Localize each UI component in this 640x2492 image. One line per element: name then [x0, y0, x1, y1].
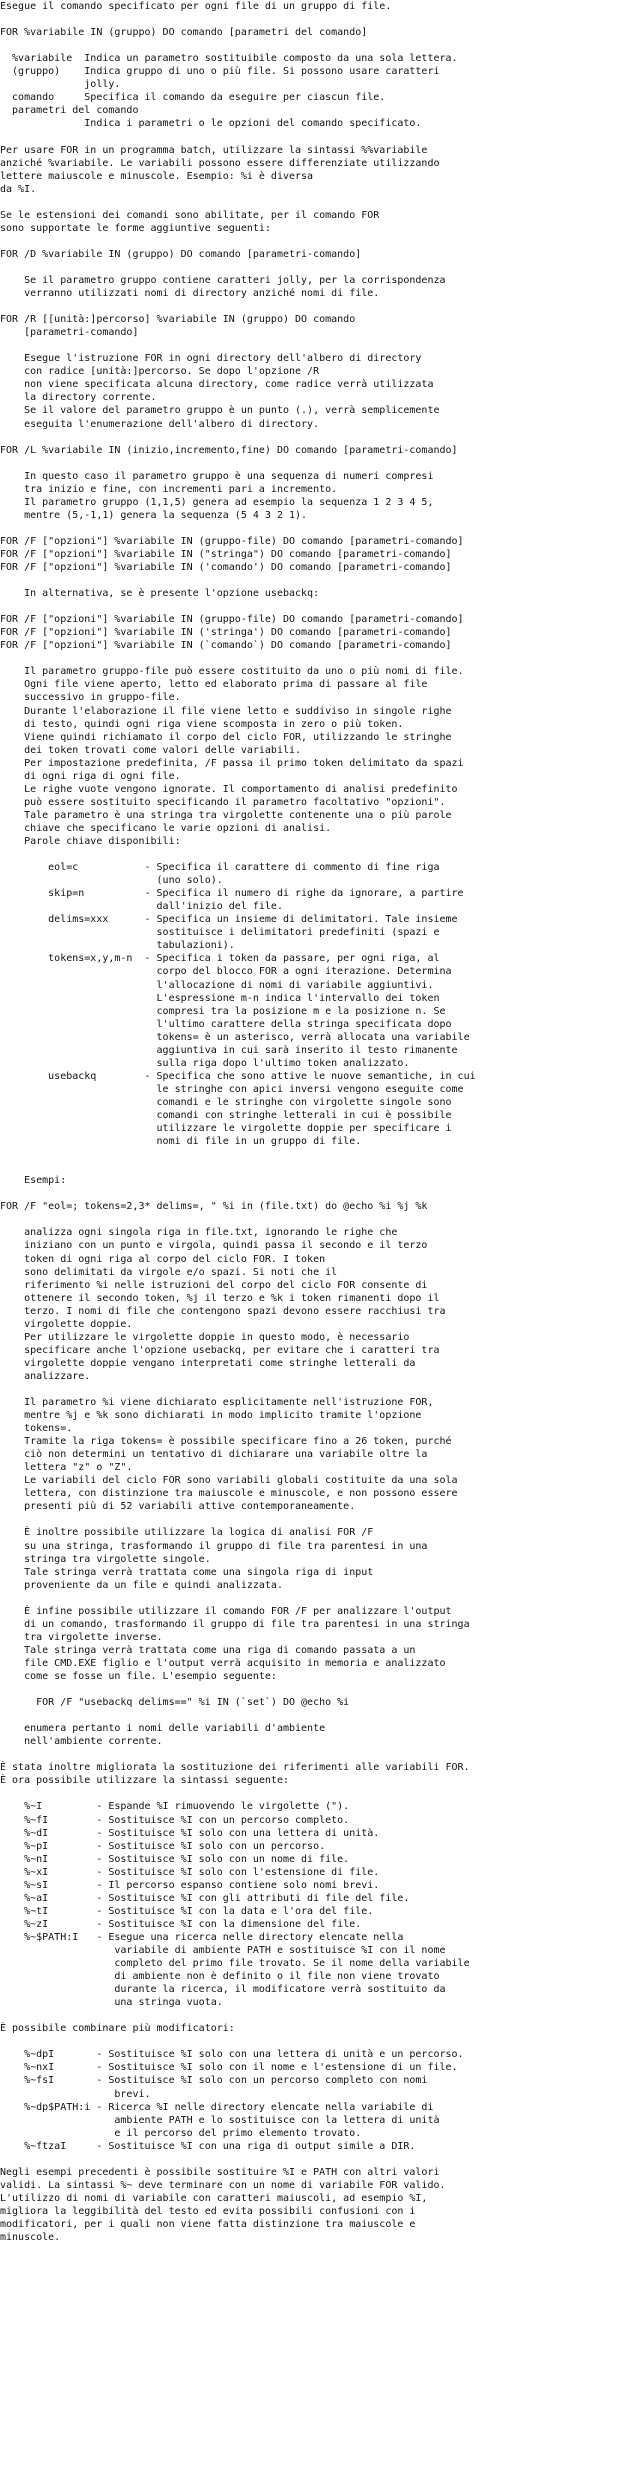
text-line — [0, 1683, 640, 1696]
text-line: Il parametro gruppo (1,1,5) genera ad esempio la sequenza 1 2 3 4 5, — [0, 496, 434, 508]
text-line: come se fosse un file. L'esempio seguente: — [0, 1671, 277, 1682]
text-line: brevi. — [0, 2088, 151, 2100]
text-line: %~fI - Sostituisce %I con un percorso completo. — [0, 1814, 350, 1826]
text-line: successivo in gruppo-file. — [0, 692, 181, 704]
text-line: analizza ogni singola riga in file.txt, ignorando le righe che — [0, 1227, 398, 1239]
text-line: %~pI - Sostituisce %I solo con un percorso. — [0, 1840, 326, 1852]
text-line: ciò non determini un tentativo di dichiarare una variabile oltre la — [0, 1449, 428, 1461]
text-line: FOR /D %variabile IN (gruppo) DO comando [parametri-comando] — [0, 248, 362, 260]
text-line — [0, 1592, 640, 1605]
text-line: eseguita l'enumerazione dell'albero di directory. — [0, 418, 320, 430]
text-line: specificare anche l'opzione usebackq, per evitare che i caratteri tra — [0, 1344, 440, 1356]
text-line — [0, 2009, 640, 2022]
text-line: tokens= è un asterisco, verrà allocata una variabile — [0, 1031, 470, 1043]
text-line: compresi tra la posizione m e la posizione n. Se — [0, 1005, 446, 1017]
text-line: anziché %variabile. Le variabili possono essere differenziate utilizzando — [0, 157, 440, 169]
text-line: %variabile Indica un parametro sostituibile composto da una sola lettera. — [0, 53, 458, 65]
text-line: non viene specificata alcuna directory, come radice verrà utilizzata — [0, 379, 434, 391]
text-line — [0, 13, 640, 26]
text-line — [0, 1748, 640, 1761]
text-line: %~I - Espande %I rimuovendo le virgolette ("). — [0, 1801, 350, 1813]
text-line: di testo, quindi ogni riga viene scomposta in zero o più token. — [0, 718, 404, 730]
text-line: Se il valore del parametro gruppo è un punto (.), verrà semplicemente — [0, 405, 440, 417]
text-line — [0, 431, 640, 444]
text-line: jolly. — [0, 79, 121, 91]
text-line: Tale stringa verrà trattata come una riga di comando passata a un — [0, 1644, 416, 1656]
text-line: di ogni riga di ogni file. — [0, 770, 181, 782]
text-line: %~aI - Sostituisce %I con gli attributi di file del file. — [0, 1892, 410, 1904]
text-line — [0, 652, 640, 665]
text-line — [0, 574, 640, 587]
text-line: %~tI - Sostituisce %I con la data e l'ora del file. — [0, 1905, 374, 1917]
text-line: virgolette doppie. — [0, 1318, 133, 1330]
text-line: ottenere il secondo token, %j il terzo e %k i token rimanenti dopo il — [0, 1292, 440, 1304]
text-line: minuscole. — [0, 2232, 61, 2244]
text-line — [0, 130, 640, 143]
text-line: L'espressione m-n indica l'intervallo dei token — [0, 992, 440, 1004]
text-line: Le righe vuote vengono ignorate. Il comportamento di analisi predefinito — [0, 783, 458, 795]
text-line — [0, 1787, 640, 1800]
text-line: Tale stringa verrà trattata come una singola riga di input — [0, 1566, 374, 1578]
text-line — [0, 1213, 640, 1226]
text-line: (gruppo) Indica gruppo di uno o più file. Si possono usare caratteri — [0, 66, 440, 78]
text-line: Parole chiave disponibili: — [0, 836, 181, 847]
text-line: Negli esempi precedenti è possibile sostituire %I e PATH con altri valori — [0, 2166, 440, 2178]
text-line — [0, 600, 640, 613]
text-line: mentre (5,-1,1) genera la sequenza (5 4 3 2 1). — [0, 509, 308, 521]
text-line: sostituisce i delimitatori predefiniti (spazi e — [0, 927, 440, 939]
text-line: la directory corrente. — [0, 392, 157, 404]
text-line: comando Specifica il comando da eseguire per ciascun file. — [0, 92, 386, 104]
text-line: migliora la leggibilità del testo ed evita possibili confusioni con i — [0, 2205, 416, 2217]
text-line: enumera pertanto i nomi delle variabili d'ambiente — [0, 1723, 326, 1735]
text-line — [0, 1148, 640, 1161]
text-line: terzo. I nomi di file che contengono spazi devono essere racchiusi tra — [0, 1305, 446, 1317]
text-line: %~xI - Sostituisce %I solo con l'estensione di file. — [0, 1866, 380, 1878]
text-line: È stata inoltre migliorata la sostituzione dei riferimenti alle variabili FOR. — [0, 1762, 470, 1774]
text-line: tabulazioni). — [0, 940, 235, 952]
text-line: l'ultimo carattere della stringa specificata dopo — [0, 1018, 452, 1030]
text-line — [0, 2153, 640, 2166]
text-line: mentre %j e %k sono dichiarati in modo implicito tramite l'opzione — [0, 1410, 422, 1422]
text-line: di ambiente non è definito o il file non viene trovato — [0, 1971, 440, 1983]
text-line: nomi di file in un gruppo di file. — [0, 1136, 362, 1148]
text-line: eol=c - Specifica il carattere di commento di fine riga — [0, 862, 440, 874]
text-line: file CMD.EXE figlio e l'output verrà acquisito in memoria e analizzato — [0, 1657, 446, 1669]
text-line: da %I. — [0, 183, 37, 195]
text-line: %~dpI - Sostituisce %I solo con una lettera di unità e un percorso. — [0, 2049, 464, 2061]
text-line: sono delimitati da virgole e/o spazi. Si noti che il — [0, 1266, 338, 1278]
text-line: lettera "z" o "Z". — [0, 1462, 133, 1474]
text-line: token di ogni riga al corpo del ciclo FOR. I token — [0, 1253, 326, 1265]
text-line: stringa tra virgolette singole. — [0, 1553, 211, 1565]
text-line: lettere maiuscole e minuscole. Esempio: %i è diversa — [0, 170, 314, 182]
text-line: verranno utilizzati nomi di directory anziché nomi di file. — [0, 288, 380, 300]
text-line: FOR /F "usebackq delims==" %i IN (`set`) DO @echo %i — [0, 1697, 350, 1709]
text-line: lettera, con distinzione tra maiuscole e minuscole, e non possono essere — [0, 1488, 458, 1500]
text-line: %~nI - Sostituisce %I solo con un nome di file. — [0, 1853, 350, 1865]
text-line: validi. La sintassi %~ deve terminare con un nome di variabile FOR valido. — [0, 2179, 446, 2191]
text-line — [0, 39, 640, 52]
text-line: FOR /F ["opzioni"] %variabile IN ("stringa") DO comando [parametri-comando] — [0, 548, 452, 560]
text-line: variabile di ambiente PATH e sostituisce %I con il nome — [0, 1944, 446, 1956]
text-line: Ogni file viene aperto, letto ed elaborato prima di passare al file — [0, 679, 428, 691]
text-line: Per usare FOR in un programma batch, utilizzare la sintassi %%variabile — [0, 144, 428, 156]
text-line: ambiente PATH e lo sostituisce con la lettera di unità — [0, 2114, 440, 2126]
text-line: %~fsI - Sostituisce %I solo con un percorso completo con nomi — [0, 2075, 428, 2087]
text-line: Tramite la riga tokens= è possibile specificare fino a 26 token, purché — [0, 1436, 452, 1448]
text-line: L'utilizzo di nomi di variabile con caratteri maiuscoli, ad esempio %I, — [0, 2192, 428, 2204]
text-line: con radice [unità:]percorso. Se dopo l'opzione /R — [0, 366, 320, 378]
text-line: tokens=x,y,m-n - Specifica i token da passare, per ogni riga, al — [0, 953, 440, 965]
text-line: dei token trovati come valori delle variabili. — [0, 744, 302, 756]
text-line: l'allocazione di nomi di variabile aggiuntivi. — [0, 979, 434, 991]
text-line — [0, 2035, 640, 2048]
text-line: durante la ricerca, il modificatore verrà sostituito da — [0, 1984, 446, 1996]
text-line: Esempi: — [0, 1175, 67, 1187]
text-line: È inoltre possibile utilizzare la logica di analisi FOR /F — [0, 1527, 374, 1539]
text-line: FOR /R [[unità:]percorso] %variabile IN (gruppo) DO comando — [0, 314, 356, 326]
text-line: riferimento %i nelle istruzioni del corpo del ciclo FOR consente di — [0, 1279, 428, 1291]
text-line: sulla riga dopo l'ultimo token analizzato. — [0, 1057, 410, 1069]
text-line: %~dI - Sostituisce %I solo con una lettera di unità. — [0, 1827, 380, 1839]
text-line: Esegue l'istruzione FOR in ogni directory dell'albero di directory — [0, 353, 422, 365]
text-line: comandi con stringhe letterali in cui è possibile — [0, 1109, 452, 1121]
text-line: %~$PATH:I - Esegue una ricerca nelle directory elencate nella — [0, 1931, 404, 1943]
text-line: su una stringa, trasformando il gruppo di file tra parentesi in una — [0, 1540, 428, 1552]
text-line: %~ftzaI - Sostituisce %I con una riga di output simile a DIR. — [0, 2140, 416, 2152]
text-line: di un comando, trasformando il gruppo di file tra parentesi in una stringa — [0, 1618, 470, 1630]
text-line: chiave che specificano le varie opzioni di analisi. — [0, 822, 332, 834]
text-line: FOR %variabile IN (gruppo) DO comando [parametri del comando] — [0, 27, 368, 39]
text-line: utilizzare le virgolette doppie per specificare i — [0, 1123, 452, 1135]
text-line: aggiuntiva in cui sarà inserito il testo rimanente — [0, 1044, 458, 1056]
text-line: proveniente da un file e quindi analizzata. — [0, 1579, 283, 1591]
text-line: Se le estensioni dei comandi sono abilitate, per il comando FOR — [0, 209, 380, 221]
text-line: Tale parametro è una stringa tra virgolette contenente una o più parole — [0, 809, 452, 821]
text-line: FOR /L %variabile IN (inizio,incremento,fine) DO comando [parametri-comando] — [0, 444, 458, 456]
text-line: analizzare. — [0, 1370, 91, 1382]
text-line: tokens=. — [0, 1423, 73, 1435]
text-line: dall'inizio del file. — [0, 901, 283, 913]
text-line: In questo caso il parametro gruppo è una sequenza di numeri compresi — [0, 470, 434, 482]
text-line: e il percorso del primo elemento trovato. — [0, 2127, 362, 2139]
text-line: FOR /F ["opzioni"] %variabile IN ('comando') DO comando [parametri-comando] — [0, 562, 452, 574]
text-line: Esegue il comando specificato per ogni file di un gruppo di file. — [0, 1, 392, 12]
text-line: presenti più di 52 variabili attive contemporaneamente. — [0, 1501, 356, 1513]
text-line — [0, 522, 640, 535]
text-line — [0, 300, 640, 313]
text-line — [0, 848, 640, 861]
text-line: Se il parametro gruppo contiene caratteri jolly, per la corrispondenza — [0, 274, 446, 286]
text-line: tra inizio e fine, con incrementi pari a incremento. — [0, 483, 338, 495]
text-line — [0, 1161, 640, 1174]
text-line: nell'ambiente corrente. — [0, 1736, 163, 1748]
text-line: Per utilizzare le virgolette doppie in questo modo, è necessario — [0, 1331, 410, 1343]
text-line: può essere sostituito specificando il parametro facoltativo "opzioni". — [0, 796, 446, 808]
text-line: (uno solo). — [0, 875, 223, 887]
text-line: parametri del comando — [0, 105, 139, 117]
text-line — [0, 196, 640, 209]
text-line: Il parametro gruppo-file può essere costituito da uno o più nomi di file. — [0, 666, 464, 678]
text-line: È possibile combinare più modificatori: — [0, 2023, 235, 2035]
text-line: %~sI - Il percorso espanso contiene solo nomi brevi. — [0, 1879, 380, 1891]
text-line: FOR /F "eol=; tokens=2,3* delims=, " %i in (file.txt) do @echo %i %j %k — [0, 1201, 428, 1213]
text-line: Viene quindi richiamato il corpo del ciclo FOR, utilizzando le stringhe — [0, 731, 452, 743]
text-line: FOR /F ["opzioni"] %variabile IN (`comando`) DO comando [parametri-comando] — [0, 640, 452, 652]
text-line: tra virgolette inverse. — [0, 1631, 163, 1643]
text-line: skip=n - Specifica il numero di righe da ignorare, a partire — [0, 888, 464, 900]
text-line — [0, 235, 640, 248]
text-line: virgolette doppie vengano interpretati come stringhe letterali da — [0, 1357, 416, 1369]
text-line: Durante l'elaborazione il file viene letto e suddiviso in singole righe — [0, 705, 452, 717]
text-line: una stringa vuota. — [0, 1997, 223, 2009]
text-line: le stringhe con apici inversi vengono eseguite come — [0, 1083, 464, 1095]
text-line: Indica i parametri o le opzioni del comando specificato. — [0, 118, 422, 130]
text-line: Il parametro %i viene dichiarato esplicitamente nell'istruzione FOR, — [0, 1397, 434, 1409]
text-line: comandi e le stringhe con virgolette singole sono — [0, 1096, 452, 1108]
text-line: FOR /F ["opzioni"] %variabile IN (gruppo-file) DO comando [parametri-comando] — [0, 535, 464, 547]
text-line: %~dp$PATH:i - Ricerca %I nelle directory elencate nella variabile di — [0, 2101, 434, 2113]
text-line — [0, 1513, 640, 1526]
text-line — [0, 457, 640, 470]
text-line: [parametri-comando] — [0, 327, 139, 339]
text-line: %~nxI - Sostituisce %I solo con il nome e l'estensione di un file. — [0, 2062, 458, 2074]
text-line: completo del primo file trovato. Se il nome della variabile — [0, 1958, 470, 1970]
text-line: È ora possibile utilizzare la sintassi seguente: — [0, 1775, 289, 1787]
text-line: iniziano con un punto e virgola, quindi passa il secondo e il terzo — [0, 1240, 428, 1252]
text-line: %~zI - Sostituisce %I con la dimensione del file. — [0, 1918, 362, 1930]
text-line: delims=xxx - Specifica un insieme di delimitatori. Tale insieme — [0, 914, 458, 926]
text-line: corpo del blocco FOR a ogni iterazione. Determina — [0, 966, 452, 978]
text-line — [0, 261, 640, 274]
text-line: usebackq - Specifica che sono attive le nuove semantiche, in cui — [0, 1070, 476, 1082]
text-line — [0, 1187, 640, 1200]
text-line: Le variabili del ciclo FOR sono variabili globali costituite da una sola — [0, 1475, 458, 1487]
text-line: In alternativa, se è presente l'opzione usebackq: — [0, 588, 320, 600]
text-line: FOR /F ["opzioni"] %variabile IN ('stringa') DO comando [parametri-comando] — [0, 627, 452, 639]
text-line — [0, 1383, 640, 1396]
text-line — [0, 1709, 640, 1722]
text-line: FOR /F ["opzioni"] %variabile IN (gruppo-file) DO comando [parametri-comando] — [0, 614, 464, 626]
text-line: È infine possibile utilizzare il comando FOR /F per analizzare l'output — [0, 1605, 452, 1617]
text-line: Per impostazione predefinita, /F passa il primo token delimitato da spazi — [0, 757, 464, 769]
text-line — [0, 339, 640, 352]
text-line: sono supportate le forme aggiuntive seguenti: — [0, 222, 271, 234]
text-line: modificatori, per i quali non viene fatta distinzione tra maiuscole e — [0, 2218, 416, 2230]
